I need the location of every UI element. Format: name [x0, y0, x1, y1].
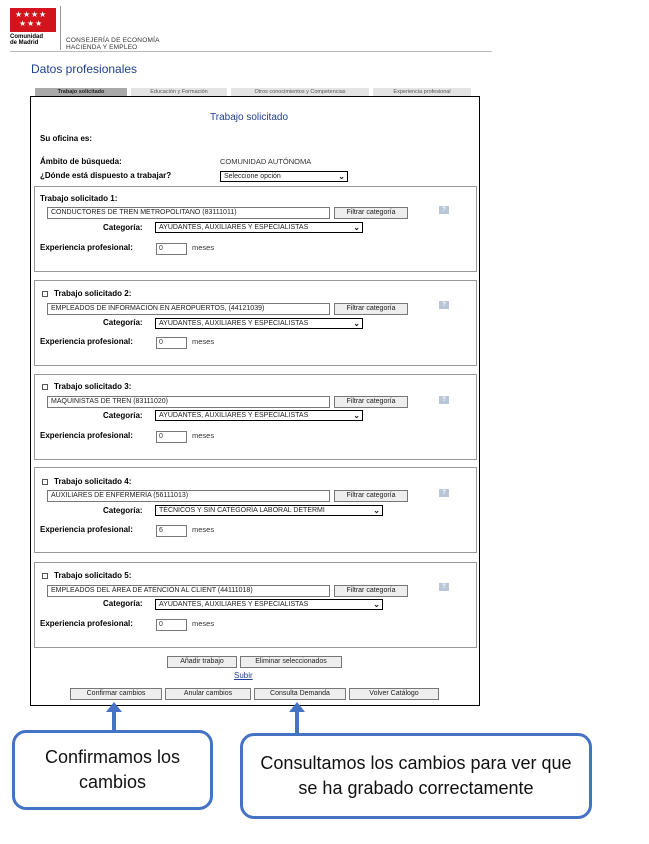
- months-label-2: meses: [192, 337, 215, 346]
- arrow-shaft: [295, 711, 299, 733]
- chevron-down-icon: ⌄: [353, 319, 360, 328]
- page-title: Datos profesionales: [31, 62, 138, 76]
- callout-confirm: Confirmamos los cambios: [12, 730, 213, 810]
- job-input-1[interactable]: CONDUCTORES DE TREN METROPOLITANO (83111011): [47, 207, 330, 219]
- arrow-shaft: [112, 711, 116, 731]
- chevron-down-icon: ⌄: [353, 223, 360, 232]
- add-job-button[interactable]: Añadir trabajo: [167, 656, 237, 668]
- experience-input-3[interactable]: 0: [156, 431, 187, 443]
- category-label-1: Categoría:: [103, 223, 143, 232]
- star-icon: ★: [31, 10, 39, 19]
- help-icon[interactable]: ?: [439, 301, 449, 309]
- help-icon[interactable]: ?: [439, 583, 449, 591]
- tab-educacion-formacion[interactable]: Educación y Formación: [131, 88, 227, 96]
- consult-demand-button[interactable]: Consulta Demanda: [254, 688, 346, 700]
- category-select-4[interactable]: [155, 505, 383, 516]
- experience-label-4: Experiencia profesional:: [40, 525, 133, 534]
- callout-consult: Consultamos los cambios para ver que se ha grabado correctamente: [240, 733, 592, 819]
- job-checkbox-2[interactable]: [42, 291, 48, 297]
- filter-category-button-5[interactable]: Filtrar categoría: [334, 585, 408, 597]
- filter-category-button-3[interactable]: Filtrar categoría: [334, 396, 408, 408]
- department-name: CONSEJERÍA DE ECONOMÍA HACIENDA Y EMPLEO: [66, 37, 160, 51]
- category-select-value: AYUDANTES, AUXILIARES Y ESPECIALISTAS: [159, 601, 309, 608]
- tab-otros-conocimientos[interactable]: Otros conocimientos y Competencias: [231, 88, 369, 96]
- months-label-3: meses: [192, 431, 215, 440]
- job-input-3[interactable]: MAQUINISTAS DE TREN (83111020): [47, 396, 330, 408]
- job-label-4: Trabajo solicitado 4:: [54, 477, 132, 486]
- star-icon: ★: [39, 10, 47, 19]
- star-icon: ★: [15, 10, 23, 19]
- star-icon: ★: [19, 19, 27, 28]
- category-select-value: TÉCNICOS Y SIN CATEGORÍA LABORAL DETERMI: [159, 507, 325, 514]
- help-icon[interactable]: ?: [439, 396, 449, 404]
- category-label-3: Categoría:: [103, 411, 143, 420]
- category-select-2[interactable]: [155, 318, 363, 329]
- logo-text: Comunidad de Madrid: [10, 34, 43, 46]
- help-icon[interactable]: ?: [439, 489, 449, 497]
- confirm-changes-button[interactable]: Confirmar cambios: [70, 688, 162, 700]
- back-catalog-button[interactable]: Volver Catálogo: [349, 688, 439, 700]
- job-checkbox-3[interactable]: [42, 384, 48, 390]
- job-checkbox-4[interactable]: [42, 479, 48, 485]
- star-icon: ★: [27, 19, 35, 28]
- chevron-down-icon: ⌄: [353, 411, 360, 420]
- category-select-value: AYUDANTES, AUXILIARES Y ESPECIALISTAS: [159, 224, 309, 231]
- category-label-4: Categoría:: [103, 506, 143, 515]
- header-divider: [10, 51, 492, 52]
- months-label-1: meses: [192, 243, 215, 252]
- job-label-5: Trabajo solicitado 5:: [54, 571, 132, 580]
- chevron-down-icon: ⌄: [373, 506, 380, 515]
- star-icon: ★: [35, 19, 43, 28]
- star-icon: ★: [23, 10, 31, 19]
- logo-divider: [60, 6, 61, 50]
- experience-input-1[interactable]: 0: [156, 243, 187, 255]
- category-label-5: Categoría:: [103, 599, 143, 608]
- scope-label: Ámbito de búsqueda:: [40, 157, 122, 166]
- experience-label-3: Experiencia profesional:: [40, 431, 133, 440]
- experience-label-5: Experiencia profesional:: [40, 619, 133, 628]
- delete-selected-button[interactable]: Eliminar seleccionados: [240, 656, 342, 668]
- category-select-value: AYUDANTES, AUXILIARES Y ESPECIALISTAS: [159, 320, 309, 327]
- job-input-5[interactable]: EMPLEADOS DEL ÁREA DE ATENCIÓN AL CLIENT (44111018): [47, 585, 330, 597]
- experience-input-4[interactable]: 6: [156, 525, 187, 537]
- help-icon[interactable]: ?: [439, 206, 449, 214]
- category-label-2: Categoría:: [103, 318, 143, 327]
- category-select-1[interactable]: [155, 222, 363, 233]
- job-input-2[interactable]: EMPLEADOS DE INFORMACIÓN EN AEROPUERTOS, (44121039): [47, 303, 330, 315]
- where-select-value: Seleccione opción: [224, 173, 281, 180]
- months-label-4: meses: [192, 525, 215, 534]
- experience-input-5[interactable]: 0: [156, 619, 187, 631]
- filter-category-button-4[interactable]: Filtrar categoría: [334, 490, 408, 502]
- experience-label-2: Experiencia profesional:: [40, 337, 133, 346]
- experience-label-1: Experiencia profesional:: [40, 243, 133, 252]
- job-checkbox-5[interactable]: [42, 573, 48, 579]
- experience-input-2[interactable]: 0: [156, 337, 187, 349]
- tab-experiencia-profesional[interactable]: Experiencia profesional: [373, 88, 471, 96]
- job-input-4[interactable]: AUXILIARES DE ENFERMERÍA (56111013): [47, 490, 330, 502]
- office-label: Su oficina es:: [40, 134, 93, 143]
- scroll-top-link[interactable]: Subir: [234, 671, 253, 680]
- where-label: ¿Dónde está dispuesto a trabajar?: [40, 171, 172, 180]
- filter-category-button-2[interactable]: Filtrar categoría: [334, 303, 408, 315]
- category-select-3[interactable]: [155, 410, 363, 421]
- category-select-5[interactable]: [155, 599, 383, 610]
- job-label-2: Trabajo solicitado 2:: [54, 289, 132, 298]
- months-label-5: meses: [192, 619, 215, 628]
- form-title: Trabajo solicitado: [210, 112, 289, 123]
- job-label-3: Trabajo solicitado 3:: [54, 382, 132, 391]
- tab-trabajo-solicitado[interactable]: Trabajo solicitado: [35, 88, 127, 96]
- scope-value: COMUNIDAD AUTÓNOMA: [220, 157, 312, 166]
- cancel-changes-button[interactable]: Anular cambios: [165, 688, 251, 700]
- chevron-down-icon: ⌄: [338, 172, 345, 181]
- comunidad-madrid-logo: [10, 8, 56, 32]
- chevron-down-icon: ⌄: [373, 600, 380, 609]
- where-select[interactable]: [220, 171, 348, 182]
- category-select-value: AYUDANTES, AUXILIARES Y ESPECIALISTAS: [159, 412, 309, 419]
- job-label-1: Trabajo solicitado 1:: [40, 194, 118, 203]
- filter-category-button-1[interactable]: Filtrar categoría: [334, 207, 408, 219]
